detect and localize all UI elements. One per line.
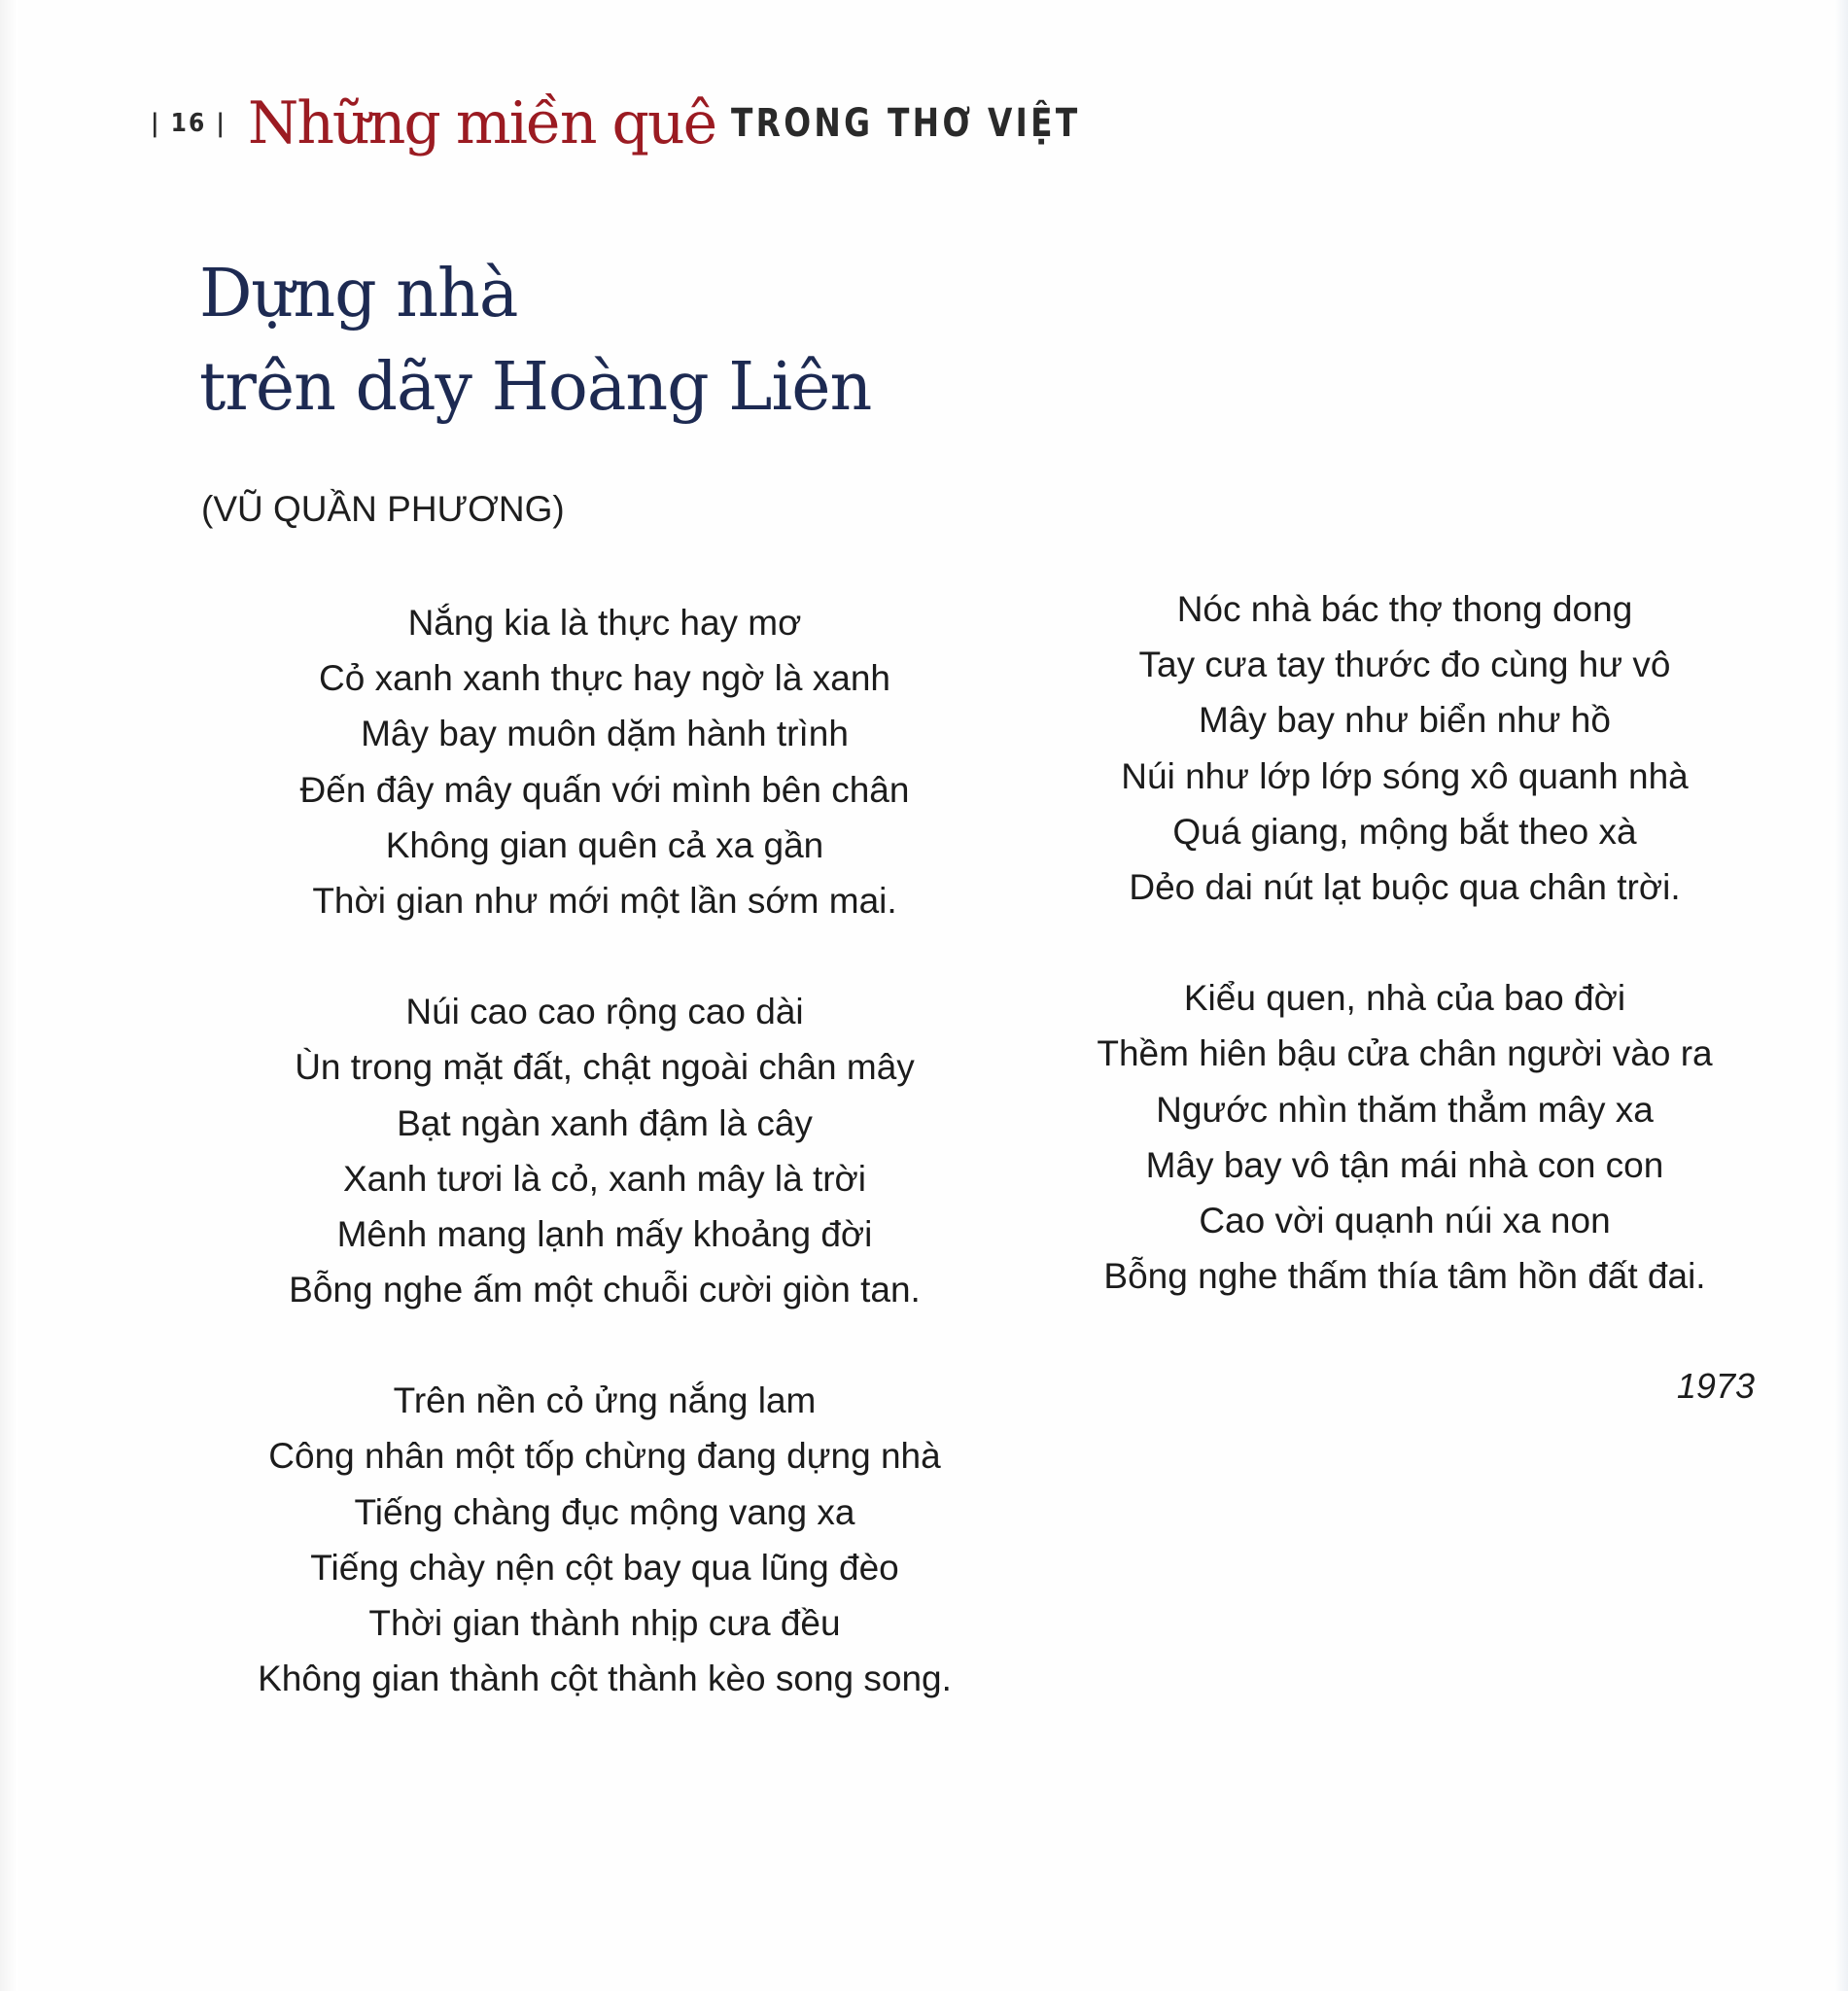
stanza [1011, 581, 1798, 915]
poem-line: Cỏ xanh xanh thực hay ngờ là xanh [319, 658, 890, 699]
poem-line: Núi cao cao rộng cao dài [405, 992, 804, 1032]
page-number: | 16 | [151, 109, 227, 138]
poem-line: Bỗng nghe ấm một chuỗi cười giòn tan. [289, 1270, 921, 1310]
poem-line: Thời gian như mới một lần sớm mai. [312, 880, 897, 921]
poem-line: Tiếng chày nện cột bay qua lũng đèo [310, 1547, 899, 1588]
poem-line: Công nhân một tốp chừng đang dựng nhà [268, 1436, 941, 1477]
poem-line: Mây bay như biển như hồ [1199, 700, 1611, 741]
poem-column-left [216, 595, 994, 1706]
poem-line: Mây bay muôn dặm hành trình [361, 714, 849, 754]
stanza [216, 595, 994, 928]
page-left-edge [0, 0, 17, 1991]
book-title-caps: TRONG THƠ VIỆT [731, 101, 1081, 146]
stanza [216, 984, 994, 1317]
poem-line: Tiếng chàng đục mộng vang xa [354, 1491, 855, 1532]
poem-author: (VŨ QUẦN PHƯƠNG) [201, 489, 565, 529]
poem-line: Nắng kia là thực hay mơ [407, 603, 802, 643]
poem-line: Bỗng nghe thấm thía tâm hồn đất đai. [1103, 1256, 1706, 1297]
poem-line: Không gian quên cả xa gần [385, 824, 824, 865]
poem-line: Thềm hiên bậu cửa chân người vào ra [1097, 1033, 1713, 1074]
page-right-edge [1834, 0, 1848, 1991]
book-title-script: Những miền quê [247, 89, 716, 157]
poem-line: Dẻo dai nút lạt buộc qua chân trời. [1129, 866, 1681, 907]
stanza [216, 1373, 994, 1706]
poem-line: Đến đây mây quấn với mình bên chân [299, 769, 910, 810]
poem-line: Nóc nhà bác thợ thong dong [1176, 589, 1633, 629]
poem-line: Không gian thành cột thành kèo song song. [258, 1659, 952, 1699]
poem-line: Xanh tươi là cỏ, xanh mây là trời [342, 1158, 867, 1199]
poem-title [199, 248, 871, 435]
poem-line: Tay cưa tay thước đo cùng hư vô [1138, 645, 1671, 685]
stanza [1011, 970, 1798, 1304]
poem-title-line-1: Dựng nhà [199, 256, 518, 332]
poem-line: Trên nền cỏ ửng nắng lam [393, 1380, 817, 1421]
poem-line: Bạt ngàn xanh đậm là cây [397, 1102, 813, 1143]
poem-line: Thời gian thành nhịp cưa đều [368, 1603, 841, 1643]
running-header [151, 80, 1158, 167]
poem-line: Quá giang, mộng bắt theo xà [1172, 811, 1637, 852]
poem-line: Mênh mang lạnh mấy khoảng đời [336, 1213, 873, 1254]
poem-column-right [1011, 581, 1798, 1304]
poem-line: Ùn trong mặt đất, chật ngoài chân mây [295, 1047, 915, 1088]
poem-line: Núi như lớp lớp sóng xô quanh nhà [1121, 755, 1689, 796]
poem-title-line-2: trên dãy Hoàng Liên [199, 349, 872, 426]
poem-line: Ngước nhìn thăm thẳm mây xa [1156, 1089, 1654, 1130]
poem-line: Mây bay vô tận mái nhà con con [1145, 1144, 1664, 1185]
poem-date: 1973 [1676, 1366, 1755, 1406]
poem-line: Cao vời quạnh núi xa non [1199, 1200, 1611, 1240]
poem-line: Kiểu quen, nhà của bao đời [1183, 978, 1626, 1019]
